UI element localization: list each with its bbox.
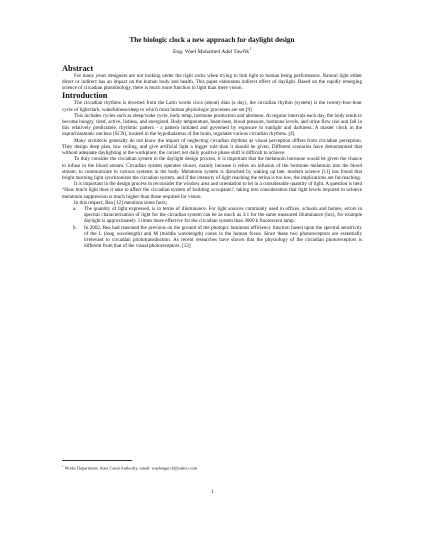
list-item <box>73 224 362 250</box>
footnote <box>62 464 197 471</box>
list-item-text: In 2002, Rea had reasoned the previous on the ground of the photopic luminous efficiency function based upon the spectral sensitivity of the L (long wavelength) and M (middle wavelength) cones in the human fovea. Since these two photoreceptors are essentially irrelevant to circadian phototransduction. As recent researches have shown that the physiology of the circadian photoreceptors is different from that of the visual photoreceptors. [12] <box>84 224 362 250</box>
introduction-heading: Introduction <box>62 91 108 101</box>
footnote-text: Works Department, Suez Canal Authority, email: waelengarch@yahoo.com <box>64 465 198 471</box>
paper-title: The biologic clock a new approach for daylight design <box>129 36 295 44</box>
footnote-mark: 1 <box>62 464 64 468</box>
list-item-text: The quantity of light expressed, is in terms of illuminance. For light sources commonly used in offices, schools and homes, errors in spectral characterization of light for the circadian system can be as much as 3:1 for the same measured illuminance (lux), for example daylight is approximately 3 times more effective for the circadian system than 3000 k fluorescent lamp. <box>84 205 362 225</box>
list-marker: a. <box>73 205 77 212</box>
intro-paragraph: Many architects generally do not know the impact of neglecting circadian rhythms as visual perception differs from circadian perception. They design deep plan, low ceiling, and give artificial light a bigger role than it should be given. Different scenarios have demonstrated that without adequate daylighting at the workplace, the correct net daily positive phase shift is difficult to achieve. <box>62 137 362 157</box>
author-name: Eng. Wael Mohamed Adel Tawfik <box>173 48 250 55</box>
page-number: 1 <box>211 489 214 495</box>
author-footnote-mark: 1 <box>249 47 251 51</box>
intro-paragraph: This includes cycles such as sleep/wake cycle, body temp, hormone production and alertness. At regular intervals each day, the body tends to become hungry, tired, active, listless, and energized. Body temperature, heart-beat, blood pressure, hormone levels, and urine flow rise and fall in this relatively predictable, rhythmic pattern - a pattern initiated and governed by exposure to sunlight and darkness. A master clock in the suprachiasmatic nucleus (SCN), located in the hypothalamus of the brain, regulates various circadian rhythms. [4] <box>62 112 362 138</box>
page-content <box>62 36 362 249</box>
intro-paragraph: The circadian rhythms is diverted from the Latin words circa (about) dian (a day), the circadian rhythm (system) is the twenty-four-hour cycle of light/dark, wakefulness/sleep to which most human physiologic processes are set.[9] <box>62 100 362 113</box>
intro-paragraph: It is important in the design process to reconsider the window area and orientation to let in a considerable quantity of light. A question is held “How much light does it take to affect the circadian system of building occupants?, taking into consideration that light levels required to achieve melatonin suppression is much higher than those required for vision. <box>62 181 362 200</box>
footnote-divider <box>62 460 132 461</box>
list-marker: b. <box>73 224 77 231</box>
abstract-text: For many years designers are not looking under the right rocks when trying to link light to human being performance. Natural light either direct or indirect has an impact on the human body and health. This paper elaborates indirect effect of daylight. Based on the rapidly emerging science of circadian photobiology, there is much more function to light than mere vision. <box>62 72 362 92</box>
list-item <box>73 205 362 225</box>
intro-paragraph: In this respect, Rea [12] mentions some facts; <box>74 199 168 206</box>
abstract-heading: Abstract <box>62 63 94 73</box>
author-line <box>62 45 362 56</box>
intro-paragraph: To duly consider the circadian system in the daylight design process, it is important that the melatonin hormone would be given the chance to infuse in the blood stream. Circadian system operates slower, mainly because it relies on infusion of the hormone melatonin into the blood stream, to communicate to various systems in the body. Melatonin system is disturbed by waking up late, modern science [11] has found that bright morning light synchronizes the circadian system, and if the intensity of light reaching the retina is too low, the implications are far-reaching. <box>62 156 362 181</box>
facts-list <box>62 206 362 249</box>
